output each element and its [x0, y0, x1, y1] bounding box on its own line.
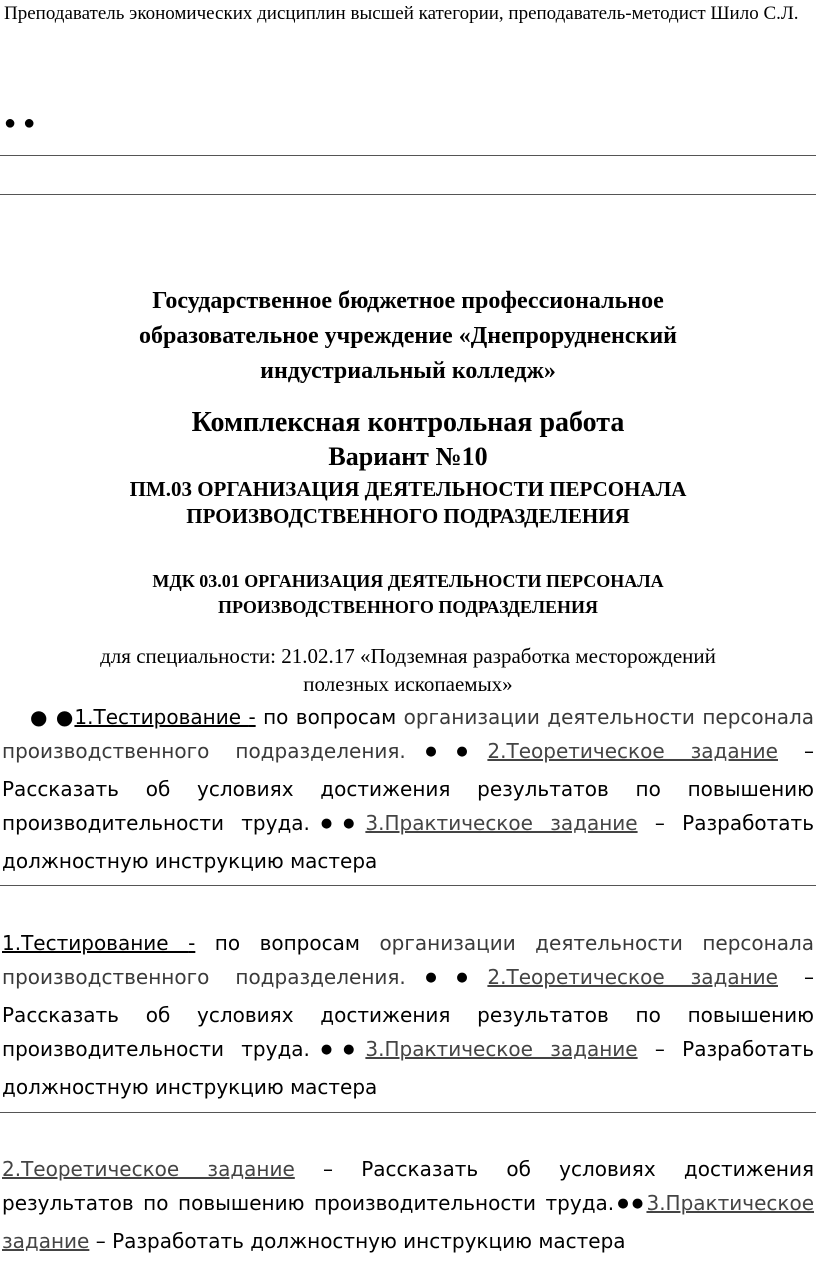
bullet-icon: ●●: [614, 1196, 647, 1211]
variant-number: Вариант №10: [328, 442, 488, 471]
course-title: МДК 03.01 ОРГАНИЗАЦИЯ ДЕЯТЕЛЬНОСТИ ПЕРСОНАЛА ПРОИЗВОДСТВЕННОГО ПОДРАЗДЕЛЕНИЯ: [152, 571, 664, 617]
bullet-icon: ●●: [405, 970, 488, 985]
task1-label: 1.Тестирование: [2, 931, 189, 955]
task2-label: 2.Теоретическое задание: [487, 739, 778, 763]
bullet-icon: ●●: [309, 816, 366, 831]
tasks-paragraph: ● ●1.Тестирование - по вопросам организации деятельности персонала производственного подразделения.●●2.Теоретическое задание – Рассказать об условиях достижения результатов по повышению производительности труда.●●3.Практическое задание – Разработать должностную инструкцию мастера: [2, 705, 815, 873]
divider: [0, 155, 816, 156]
task2-label: 2.Теоретическое задание: [487, 965, 778, 989]
task3-label: 3.Практическое задание: [365, 1037, 638, 1061]
bullet-icon: ●●: [309, 1042, 366, 1057]
module-title: ПМ.03 ОРГАНИЗАЦИЯ ДЕЯТЕЛЬНОСТИ ПЕРСОНАЛА ПРОИЗВОДСТВЕННОГО ПОДРАЗДЕЛЕНИЯ: [129, 477, 687, 528]
author-line: Преподаватель экономических дисциплин высшей категории, преподаватель-методист Шило С.Л.: [4, 3, 799, 24]
work-title: Комплексная контрольная работа: [191, 407, 625, 438]
specialty-line: для специальности: 21.02.17 «Подземная разработка месторождений полезных ископаемых»: [100, 644, 716, 696]
tasks-paragraph: 2.Теоретическое задание – Рассказать об условиях достижения результатов по повышению производительности труда.●●3.Практическое задание – Разработать должностную инструкцию мастера: [2, 1157, 815, 1253]
task3-text: Разработать должностную инструкцию мастера: [112, 1229, 626, 1253]
tasks-paragraph: 1.Тестирование - по вопросам организации деятельности персонала производственного подразделения.●●2.Теоретическое задание – Рассказать об условиях достижения результатов по повышению производительности труда.●●3.Практическое задание – Разработать должностную инструкцию мастера: [2, 931, 815, 1099]
task3-label: 3.Практическое задание: [365, 811, 638, 835]
task3-label: 3.Практическое задание: [2, 1191, 815, 1253]
bullet-icon: ● ●: [30, 705, 75, 729]
bullet-dots: ● ●: [4, 112, 37, 134]
author-header: [0, 0, 816, 26]
bullet-icon: ●●: [405, 744, 488, 759]
divider: [0, 885, 816, 886]
institution-name: Государственное бюджетное профессиональное образовательное учреждение «Днепрорудненский индустриальный колледж»: [139, 288, 677, 384]
divider: [0, 194, 816, 195]
task1-label: 1.Тестирование: [74, 705, 249, 729]
task2-label: 2.Теоретическое задание: [2, 1157, 295, 1181]
divider: [0, 1112, 816, 1113]
